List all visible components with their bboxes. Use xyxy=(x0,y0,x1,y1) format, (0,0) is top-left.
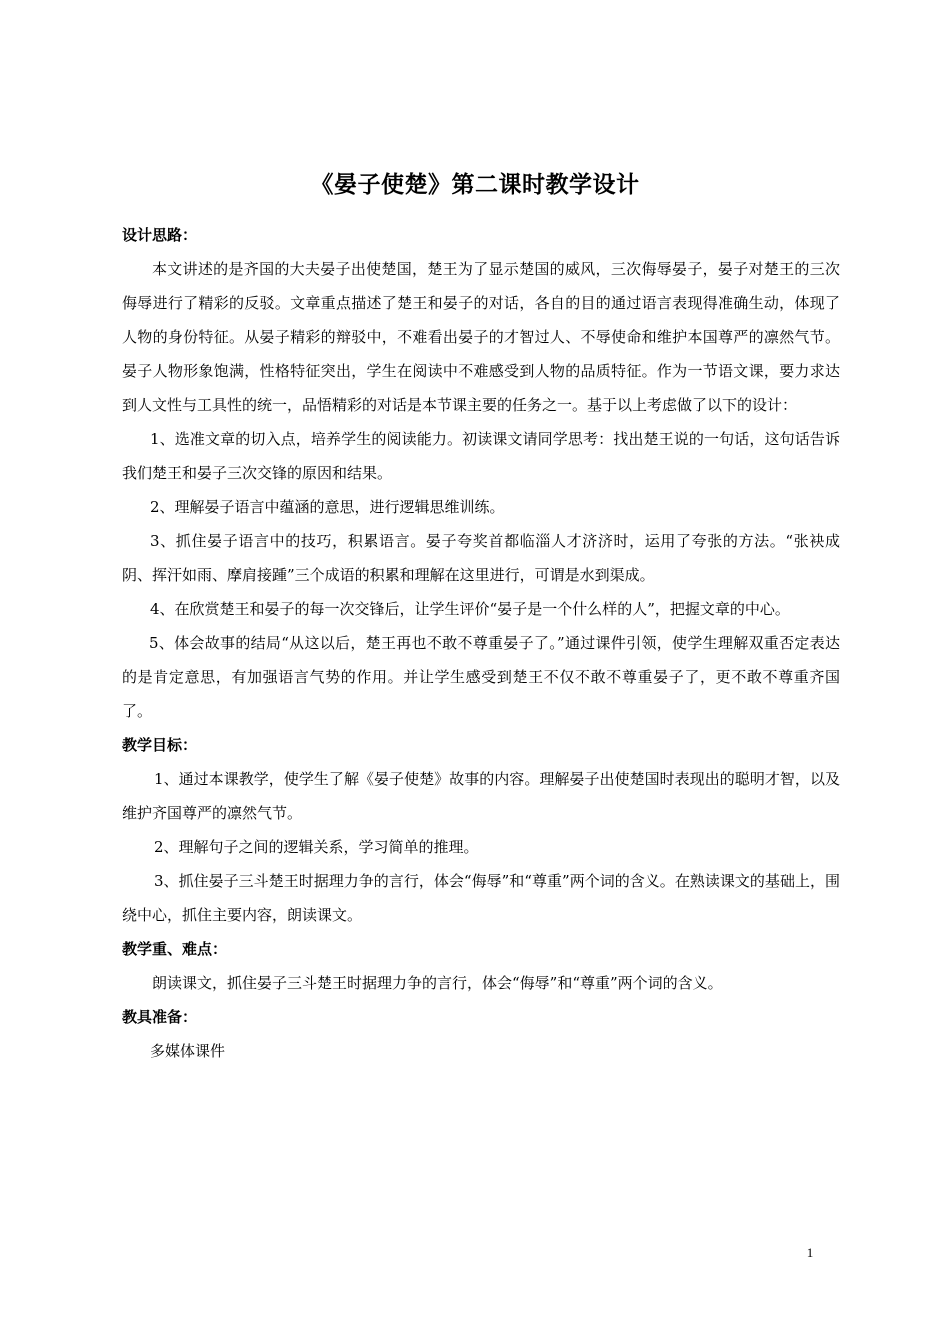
section-heading-materials: 教具准备： xyxy=(122,1008,198,1026)
teaching-goal-2: 2、理解句子之间的逻辑关系，学习简单的推理。 xyxy=(154,838,479,856)
key-points-text: 朗读课文，抓住晏子三斗楚王时据理力争的言行，体会“侮辱”和“尊重”两个词的含义。 xyxy=(152,974,723,992)
section-heading-teaching-goals: 教学目标： xyxy=(122,736,198,754)
design-idea-item-1: 1、选准文章的切入点，培养学生的阅读能力。初读课文请同学思考：找出楚王说的一句话，这句话告诉我们楚王和晏子三次交锋的原因和结果。 xyxy=(122,430,840,482)
design-idea-item-4: 4、在欣赏楚王和晏子的每一次交锋后，让学生评价“晏子是一个什么样的人”，把握文章的中心。 xyxy=(150,600,790,618)
design-idea-item-2: 2、理解晏子语言中蕴涵的意思，进行逻辑思维训练。 xyxy=(150,498,505,516)
document-title: 《晏子使楚》第二课时教学设计 xyxy=(310,172,640,198)
teaching-goal-3: 3、抓住晏子三斗楚王时据理力争的言行，体会“侮辱”和“尊重”两个词的含义。在熟读课文的基础上，围绕中心，抓住主要内容，朗读课文。 xyxy=(122,872,840,924)
document-body xyxy=(122,218,840,1068)
design-idea-intro: 本文讲述的是齐国的大夫晏子出使楚国，楚王为了显示楚国的威风，三次侮辱晏子，晏子对楚王的三次侮辱进行了精彩的反驳。文章重点描述了楚王和晏子的对话，各自的目的通过语言表现得准确生动，体现了人物的身份特征。从晏子精彩的辩驳中，不难看出晏子的才智过人、不辱使命和维护本国尊严的凛然气节。晏子人物形象饱满，性格特征突出，学生在阅读中不难感受到人物的品质特征。作为一节语文课，要力求达到人文性与工具性的统一，品悟精彩的对话是本节课主要的任务之一。基于以上考虑做了以下的设计： xyxy=(122,260,840,414)
teaching-goal-1: 1、通过本课教学，使学生了解《晏子使楚》故事的内容。理解晏子出使楚国时表现出的聪明才智，以及维护齐国尊严的凛然气节。 xyxy=(122,770,840,822)
design-idea-item-3: 3、抓住晏子语言中的技巧，积累语言。晏子夸奖首都临淄人才济济时，运用了夸张的方法。“张袂成阴、挥汗如雨、摩肩接踵”三个成语的积累和理解在这里进行，可谓是水到渠成。 xyxy=(122,532,840,584)
page-number: 1 xyxy=(806,1245,814,1260)
design-idea-item-5: 5、体会故事的结局“从这以后，楚王再也不敢不尊重晏子了。”通过课件引领，使学生理解双重否定表达的是肯定意思，有加强语言气势的作用。并让学生感受到楚王不仅不敢不尊重晏子了，更不敢不尊重齐国了。 xyxy=(122,634,840,720)
section-heading-design-idea: 设计思路： xyxy=(122,226,198,244)
section-heading-key-points: 教学重、难点： xyxy=(122,940,228,958)
materials-text: 多媒体课件 xyxy=(150,1042,226,1060)
